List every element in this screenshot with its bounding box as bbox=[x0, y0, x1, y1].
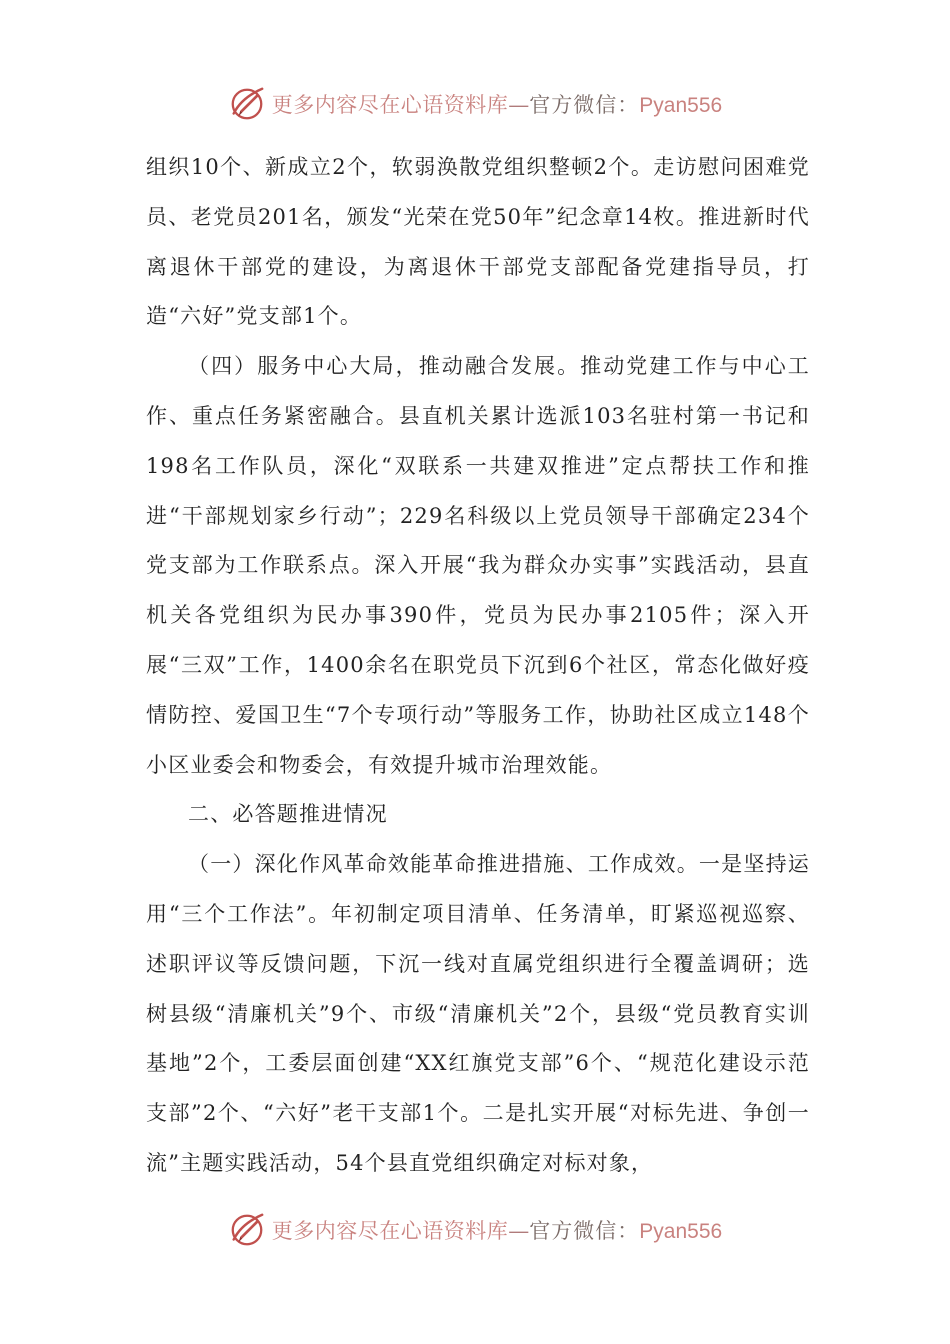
paragraph-subsection-one: （一）深化作风革命效能革命推进措施、工作成效。一是坚持运用“三个工作法”。年初制定项目清单、任务清单，盯紧巡视巡察、述职评议等反馈问题，下沉一线对直属党组织进行全覆盖调研；选树县级“清廉机关”9个、市级“清廉机关”2个，县级“党员教育实训基地”2个，工委层面创建“XX红旗党支部”6个、“规范化建设示范支部”2个、“六好”老干支部1个。二是扎实开展“对标先进、争创一流”主题实践活动，54个县直党组织确定对标对象， bbox=[146, 852, 810, 1175]
pen-logo-icon bbox=[228, 85, 266, 123]
watermark-text bbox=[272, 1215, 722, 1245]
watermark-main-text: 更多内容尽在心语资料库 bbox=[271, 1219, 509, 1243]
watermark-wechat-label: 官方微信： bbox=[529, 1219, 640, 1243]
watermark-group bbox=[228, 85, 722, 123]
watermark-main-text: 更多内容尽在心语资料库 bbox=[271, 93, 509, 117]
paragraph-section-four: （四）服务中心大局，推动融合发展。推动党建工作与中心工作、重点任务紧密融合。县直机关累计选派103名驻村第一书记和198名工作队员，深化“双联系一共建双推进”定点帮扶工作和推进“干部规划家乡行动”；229名科级以上党员领导干部确定234个党支部为工作联系点。深入开展“我为群众办实事”实践活动，县直机关各党组织为民办事390件，党员为民办事2105件；深入开展“三双”工作，1400余名在职党员下沉到6个社区，常态化做好疫情防控、爱国卫生“7个专项行动”等服务工作，协助社区成立148个小区业委会和物委会，有效提升城市治理效能。 bbox=[146, 354, 810, 777]
watermark-dash: — bbox=[508, 93, 530, 117]
document-body bbox=[146, 143, 810, 1189]
bottom-watermark-banner bbox=[0, 1208, 950, 1252]
watermark-group bbox=[228, 1211, 722, 1249]
section-heading-two: 二、必答题推进情况 bbox=[188, 802, 388, 827]
watermark-text bbox=[272, 89, 722, 119]
watermark-wechat-label: 官方微信： bbox=[529, 93, 640, 117]
watermark-wechat-id: Pyan556 bbox=[639, 1220, 723, 1243]
paragraph-continued: 组织10个、新成立2个，软弱涣散党组织整顿2个。走访慰问困难党员、老党员201名，颁发“光荣在党50年”纪念章14枚。推进新时代离退休干部党的建设，为离退休干部党支部配备党建指导员，打造“六好”党支部1个。 bbox=[146, 155, 810, 329]
pen-logo-icon bbox=[228, 1211, 266, 1249]
top-watermark-banner bbox=[0, 82, 950, 126]
watermark-dash: — bbox=[508, 1219, 530, 1243]
watermark-wechat-id: Pyan556 bbox=[639, 94, 723, 117]
